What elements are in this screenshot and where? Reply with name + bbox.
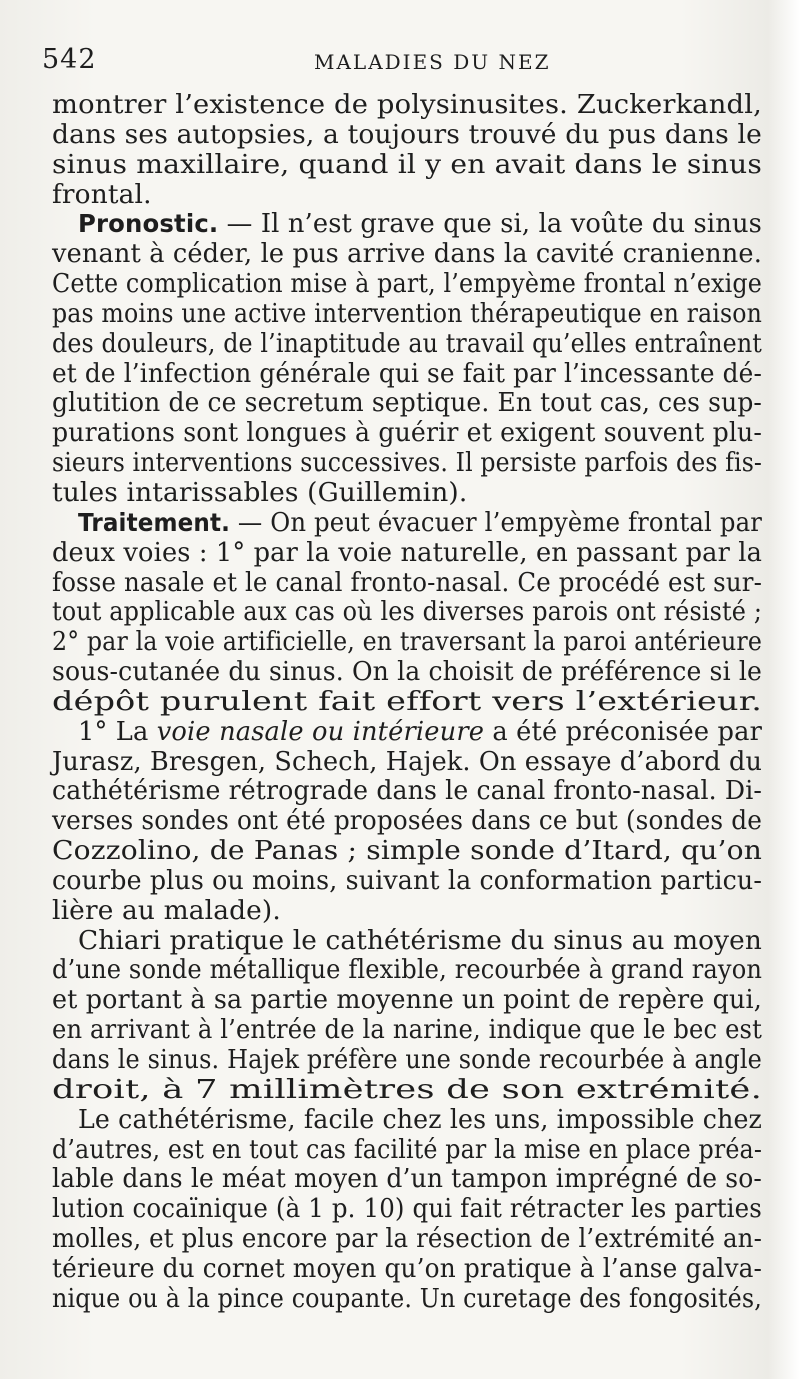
text-line-content [52, 597, 762, 627]
text-line-content [52, 180, 152, 210]
text-line-content [52, 687, 762, 717]
text-line-content [78, 717, 762, 747]
text-segment: dans ses autopsies, a toujours trouvé du pus dans le [52, 118, 763, 150]
page-header [42, 40, 762, 90]
text-line [52, 388, 762, 418]
text-segment: pas moins une active intervention thérapeutique en raison [52, 297, 763, 329]
text-line [52, 180, 762, 210]
text-segment: sieurs interventions successives. Il persiste parfois des fis- [52, 447, 763, 479]
text-segment: — Il n’est grave que si, la voûte du sinus [218, 208, 762, 240]
text-line-content [52, 866, 762, 896]
section-heading: Traitement. [78, 507, 231, 537]
text-line [52, 269, 762, 299]
text-line [52, 657, 762, 687]
text-segment: montrer l’existence de polysinusites. Zuckerkandl, [52, 89, 762, 120]
text-line [52, 90, 762, 120]
text-segment: lière au malade). [52, 894, 281, 926]
text-segment: et portant à sa partie moyenne un point de repère qui, [52, 984, 762, 1016]
text-line-content [52, 329, 762, 359]
text-segment: Cette complication mise à part, l’empyème frontal n’exige [52, 268, 762, 300]
text-line-content [52, 90, 762, 120]
text-line [52, 239, 762, 269]
text-segment: frontal. [52, 178, 152, 210]
text-segment: Jurasz, Bresgen, Schech, Hajek. On essaye d’abord du [52, 745, 763, 777]
text-line [52, 806, 762, 836]
text-segment: Le cathétérisme, facile chez les uns, impossible chez [78, 1103, 763, 1135]
text-line [52, 478, 762, 508]
text-line-content [52, 418, 762, 448]
text-line [52, 866, 762, 896]
page-number: 542 [42, 44, 97, 75]
text-line-content [52, 1075, 762, 1105]
text-line-content [52, 388, 762, 418]
text-line-content [52, 1045, 762, 1075]
text-line-content [52, 806, 762, 836]
text-line-content [52, 359, 762, 389]
text-line-content [52, 1164, 762, 1194]
text-line-content [78, 508, 762, 538]
text-line [52, 1075, 762, 1105]
text-line [52, 1224, 762, 1254]
text-line-content [52, 776, 762, 806]
text-line [52, 150, 762, 180]
text-segment: et de l’infection générale qui se fait par l’incessante dé- [52, 357, 762, 389]
text-line [52, 418, 762, 448]
text-segment: lable dans le méat moyen d’un tampon imprégné de so- [52, 1163, 763, 1195]
text-line [52, 1284, 762, 1314]
text-segment: tout applicable aux cas où les diverses parois ont résisté ; [52, 596, 763, 628]
text-line-content [52, 1224, 762, 1254]
text-line [52, 836, 762, 866]
text-segment: 2° par la voie artificielle, en traversant la paroi antérieure [52, 626, 763, 658]
text-segment: cathétérisme rétrograde dans le canal fronto-nasal. Di- [52, 775, 763, 807]
text-line-content [52, 836, 762, 866]
text-segment: nique ou à la pince coupante. Un curetage des fongosités, [52, 1282, 762, 1314]
text-line-content [52, 1254, 762, 1284]
text-line [52, 1164, 762, 1194]
text-line [52, 926, 762, 956]
text-line-content [52, 120, 762, 150]
text-segment: térieure du cornet moyen qu’on pratique à l’anse galva- [52, 1252, 763, 1284]
text-segment: — On peut évacuer l’empyème frontal par [230, 506, 762, 538]
text-line [52, 1045, 762, 1075]
text-line-content [52, 657, 762, 687]
text-line-content [78, 209, 762, 239]
text-segment: dépôt purulent fait effort vers l’extérieur. [52, 685, 763, 717]
text-line-content [52, 538, 762, 568]
text-segment: des douleurs, de l’inaptitude au travail qu’elles entraînent [52, 327, 762, 359]
body-text [52, 90, 762, 1314]
text-segment: sous-cutanée du sinus. On la choisit de préférence si le [52, 656, 763, 688]
text-line-content [52, 478, 467, 508]
text-line [52, 1105, 762, 1135]
text-line [52, 1194, 762, 1224]
text-segment: courbe plus ou moins, suivant la conformation particu- [52, 864, 763, 896]
text-line-content [52, 299, 762, 329]
text-line [52, 209, 762, 239]
text-line-content [52, 239, 762, 269]
text-segment: glutition de ce secretum septique. En tout cas, ces sup- [52, 387, 763, 419]
text-line [52, 508, 762, 538]
text-line [52, 627, 762, 657]
text-line [52, 359, 762, 389]
text-segment: Cozzolino, de Panas ; simple sonde d’Itard, qu’on [52, 835, 763, 867]
text-line-content [52, 1284, 762, 1314]
text-segment: molles, et plus encore par la résection de l’extrémité an- [52, 1223, 762, 1255]
text-line-content [52, 747, 762, 777]
text-segment: lution cocaïnique (à 1 p. 10) qui fait rétracter les parties [52, 1193, 762, 1225]
italic-term: voie nasale ou intérieure [156, 715, 485, 747]
text-line-content [52, 627, 762, 657]
text-line [52, 329, 762, 359]
text-segment: d’une sonde métallique flexible, recourbée à grand rayon [52, 954, 763, 986]
text-line [52, 687, 762, 717]
text-segment: purations sont longues à guérir et exigent souvent plu- [52, 417, 763, 449]
text-line [52, 120, 762, 150]
text-line [52, 1135, 762, 1165]
text-line [52, 568, 762, 598]
text-line [52, 538, 762, 568]
text-line [52, 955, 762, 985]
text-line-content [52, 955, 762, 985]
text-segment: droit, à 7 millimètres de son extrémité. [52, 1073, 763, 1105]
text-segment: deux voies : 1° par la voie naturelle, en passant par la [52, 536, 763, 568]
text-segment: sinus maxillaire, quand il y en avait dans le sinus [52, 148, 762, 180]
text-segment: dans le sinus. Hajek préfère une sonde recourbée à angle [52, 1044, 763, 1075]
text-segment: a été préconisée par [484, 715, 763, 747]
text-line [52, 985, 762, 1015]
text-line [52, 776, 762, 806]
text-line-content [52, 448, 762, 478]
text-line-content [52, 150, 762, 180]
text-segment: Chiari pratique le cathétérisme du sinus au moyen [78, 924, 762, 956]
text-line [52, 1015, 762, 1045]
text-line-content [78, 1105, 762, 1135]
text-line [52, 896, 762, 926]
text-line-content [52, 568, 762, 598]
text-segment: verses sondes ont été proposées dans ce but (sondes de [52, 805, 763, 837]
text-line [52, 597, 762, 627]
text-line-content [52, 1015, 762, 1045]
text-line-content [52, 269, 762, 299]
text-segment: en arrivant à l’entrée de la narine, indique que le bec est [52, 1014, 762, 1046]
text-line-content [52, 985, 762, 1015]
text-line [52, 299, 762, 329]
text-line-content [78, 926, 762, 956]
text-segment: 1° La [78, 715, 157, 747]
text-line-content [52, 896, 281, 926]
running-title: MALADIES DU NEZ [314, 50, 551, 74]
text-segment: d’autres, est en tout cas facilité par la mise en place préa- [52, 1133, 763, 1165]
text-line-content [52, 1194, 762, 1224]
text-segment: fosse nasale et le canal fronto-nasal. Ce procédé est sur- [52, 566, 763, 598]
text-segment: tules intarissables (Guillemin). [52, 476, 468, 508]
text-segment: venant à céder, le pus arrive dans la cavité cranienne. [52, 238, 762, 270]
text-line [52, 747, 762, 777]
text-line [52, 717, 762, 747]
text-line-content [52, 1135, 762, 1165]
text-line [52, 1254, 762, 1284]
section-heading: Pronostic. [78, 209, 219, 239]
text-line [52, 448, 762, 478]
